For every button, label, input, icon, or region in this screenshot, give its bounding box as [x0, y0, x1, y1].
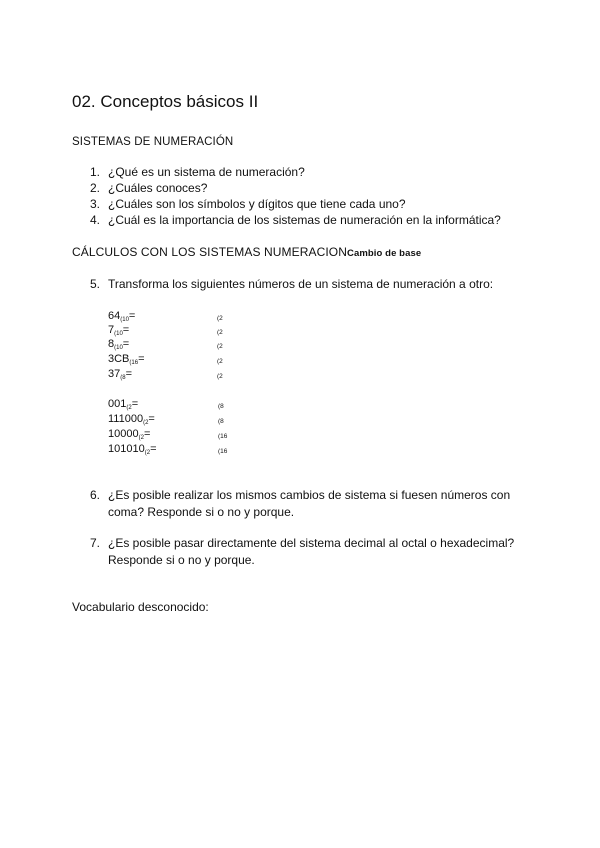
section-heading-numeration: SISTEMAS DE NUMERACIÓN: [72, 136, 234, 148]
conversion-target-base: (2: [217, 373, 223, 380]
conversion-target-base: (8: [218, 403, 224, 410]
vocabulary-label: Vocabulario desconocido:: [72, 600, 209, 614]
conversion-target-base: (8: [218, 418, 224, 425]
question-6: [72, 487, 552, 521]
question-4: [72, 212, 552, 228]
conversion-source: $7_{(10}=$: [108, 324, 130, 337]
question-text-line2: Responde si o no y porque.: [108, 553, 255, 567]
conversion-source: $001_{(2}=$: [108, 398, 139, 411]
question-text: Transforma los siguientes números de un sistema de numeración a otro:: [108, 277, 494, 291]
question-number: 2.: [89, 181, 100, 195]
question-number: 5.: [89, 277, 100, 291]
section-heading-text: CÁLCULOS CON LOS SISTEMAS NUMERACION: [72, 245, 347, 259]
question-number: 3.: [89, 197, 100, 211]
question-number: 4.: [89, 213, 100, 227]
question-number: 6.: [89, 488, 100, 502]
conversion-source: $10000_{(2}=$: [108, 428, 151, 441]
question-text: ¿Cuáles son los símbolos y dígitos que tiene cada uno?: [108, 197, 406, 211]
question-number: 1.: [89, 165, 100, 179]
conversion-source: $101010_{(2}=$: [108, 443, 157, 456]
conversion-source: $37_{(8}=$: [108, 368, 133, 381]
conversion-source: $111000_{(2}=$: [108, 413, 155, 426]
question-text-line1: ¿Es posible pasar directamente del sistema decimal al octal o hexadecimal?: [108, 536, 515, 550]
conversion-source: $8_{(10}=$: [108, 338, 130, 351]
question-2: [72, 180, 552, 196]
page-title: 02. Conceptos básicos II: [72, 92, 259, 111]
conversion-source: $3CB_{(16}=$: [108, 353, 145, 366]
question-text: ¿Qué es un sistema de numeración?: [108, 165, 305, 179]
conversion-target-base: (2: [217, 358, 223, 365]
question-text: ¿Cuál es la importancia de los sistemas de numeración en la informática?: [108, 213, 501, 227]
question-text-line1: ¿Es posible realizar los mismos cambios de sistema si fuesen números con: [108, 488, 511, 502]
question-5: [72, 276, 552, 292]
question-text: ¿Cuáles conoces?: [108, 181, 208, 195]
conversion-source: $64_{(10}=$: [108, 310, 136, 323]
question-3: [72, 196, 552, 212]
section-heading-calculations: [72, 245, 421, 259]
conversion-target-base: (2: [217, 329, 223, 336]
conversion-target-base: (2: [217, 315, 223, 322]
question-7: [72, 535, 552, 569]
section-subheading: Cambio de base: [346, 248, 422, 259]
conversion-target-base: (16: [218, 448, 228, 455]
question-number: 7.: [89, 536, 100, 550]
question-1: [72, 164, 552, 180]
question-text-line2: coma? Responde si o no y porque.: [108, 505, 295, 519]
conversion-target-base: (2: [217, 343, 223, 350]
conversion-target-base: (16: [218, 433, 228, 440]
